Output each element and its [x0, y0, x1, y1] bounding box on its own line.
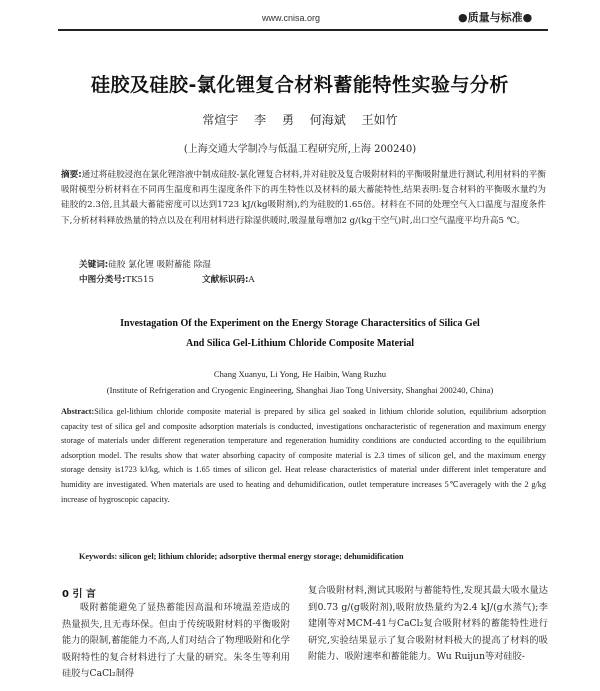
abstract-chinese	[61, 168, 546, 229]
abstract-english-text: Silica gel-lithium chloride composite material is prepared by silica gel soaked in lithium chloride solution, equilibrium adsorption capacity test of silica gel and composite adsorption materials is conducted, investigations oncharacteristic of regeneration and maximum energy storage of materials under different regeneration temperature and regeneration humidity conditions are conducted according to the equilibrium adsorption model. The results show that water absorbing capacity of composite material is 2.3 times of silicon gel, and the maximum energy storage density is1723 kJ/kg, which is 1.65 times of silicon gel. Heat release characteristics of material under different inlet temperature and humidity are investigated. When materials are used to heating and dehumidification, outlet temperature increases 5℃averagely with the 2 g/kg increase of hygroscopic capacity.	[61, 407, 546, 504]
title-chinese: 硅胶及硅胶-氯化锂复合材料蓄能特性实验与分析	[91, 74, 509, 96]
keywords-english	[79, 552, 404, 561]
document-code	[202, 273, 255, 285]
keywords-english-text: Keywords: silicon gel; lithium chloride; adsorptive thermal energy storage; dehumidification	[79, 552, 404, 561]
affiliation-chinese: (上海交通大学制冷与低温工程研究所,上海 200240)	[183, 144, 417, 155]
title-english-line1: Investagation Of the Experiment on the Energy Storage Charactersitics of Silica Gel	[120, 318, 480, 329]
section-tag: ●质量与标准●	[458, 11, 533, 24]
abstract-english	[61, 405, 546, 507]
clc-value: TK515	[125, 275, 154, 285]
clc-label: 中图分类号:	[79, 275, 126, 285]
body-column-right: 复合吸附材料,测试其吸附与蓄能特性,发现其最大吸水量达到0.73 g/(g吸附剂),吸附放热量约为2.4 kJ/(g水蒸气);李建刚等对MCM-41与CaCl₂复合吸附材料的蓄能特性进行研究,实验结果显示了复合吸附材料极大的提高了材料的吸附能力、吸附速率和蓄能能力。Wu Ruijun等对硅胶-	[308, 585, 548, 662]
keywords-chinese-label: 关键词:	[79, 260, 109, 270]
document-code-label: 文献标识码:	[202, 275, 249, 285]
abstract-english-label: Abstract:	[61, 407, 95, 416]
keywords-chinese-text: 硅胶 氯化锂 吸附蓄能 除湿	[108, 260, 211, 270]
body-column-left: 吸附蓄能避免了显热蓄能因高温和环境温差造成的热量损失,且无毒环保。但由于传统吸附材料的平衡吸附能力的限制,蓄能能力不高,人们对结合了物理吸附和化学吸附特性的复合材料进行了大量的研究。朱冬生等利用硅胶与CaCl₂制得	[62, 602, 290, 679]
title-english-line2: And Silica Gel-Lithium Chloride Composite Material	[185, 338, 415, 349]
header-rule	[58, 29, 548, 31]
affiliation-english: (Institute of Refrigeration and Cryogenic Engineering, Shanghai Jiao Tong University, Shanghai 200240, China)	[106, 385, 494, 395]
authors-english: Chang Xuanyu, Li Yong, He Haibin, Wang Ruzhu	[213, 369, 387, 379]
abstract-chinese-text: 通过将硅胶浸泡在氯化锂溶液中制成硅胶-氯化锂复合材料,并对硅胶及复合吸附材料的平衡吸附量进行测试,利用材料的平衡吸附模型分析材料在不同再生温度和再生湿度条件下的再生特性以及材料的最大蓄能特性,结果表明:复合材料的平衡吸水量约为硅胶的2.3倍,且其最大蓄能密度可以达到1723 kJ/(kg吸附剂),约为硅胶的1.65倍。材料在不同的处理空气入口温度与湿度条件下,分析材料释放热量的特点以及在利用材料进行除湿供暖时,吸湿量每增加2 g/(kg干空气)时,出口空气温度平均升高5 ℃。	[61, 170, 547, 226]
header-url[interactable]: www.cnisa.org	[262, 13, 321, 23]
clc-number	[79, 273, 154, 285]
abstract-chinese-label: 摘要:	[61, 170, 82, 180]
document-code-value: A	[248, 275, 255, 285]
section-heading-introduction: 0 引 言	[62, 589, 96, 600]
authors-chinese: 常煊宇 李 勇 何海斌 王如竹	[202, 113, 398, 127]
keywords-chinese	[79, 258, 211, 270]
